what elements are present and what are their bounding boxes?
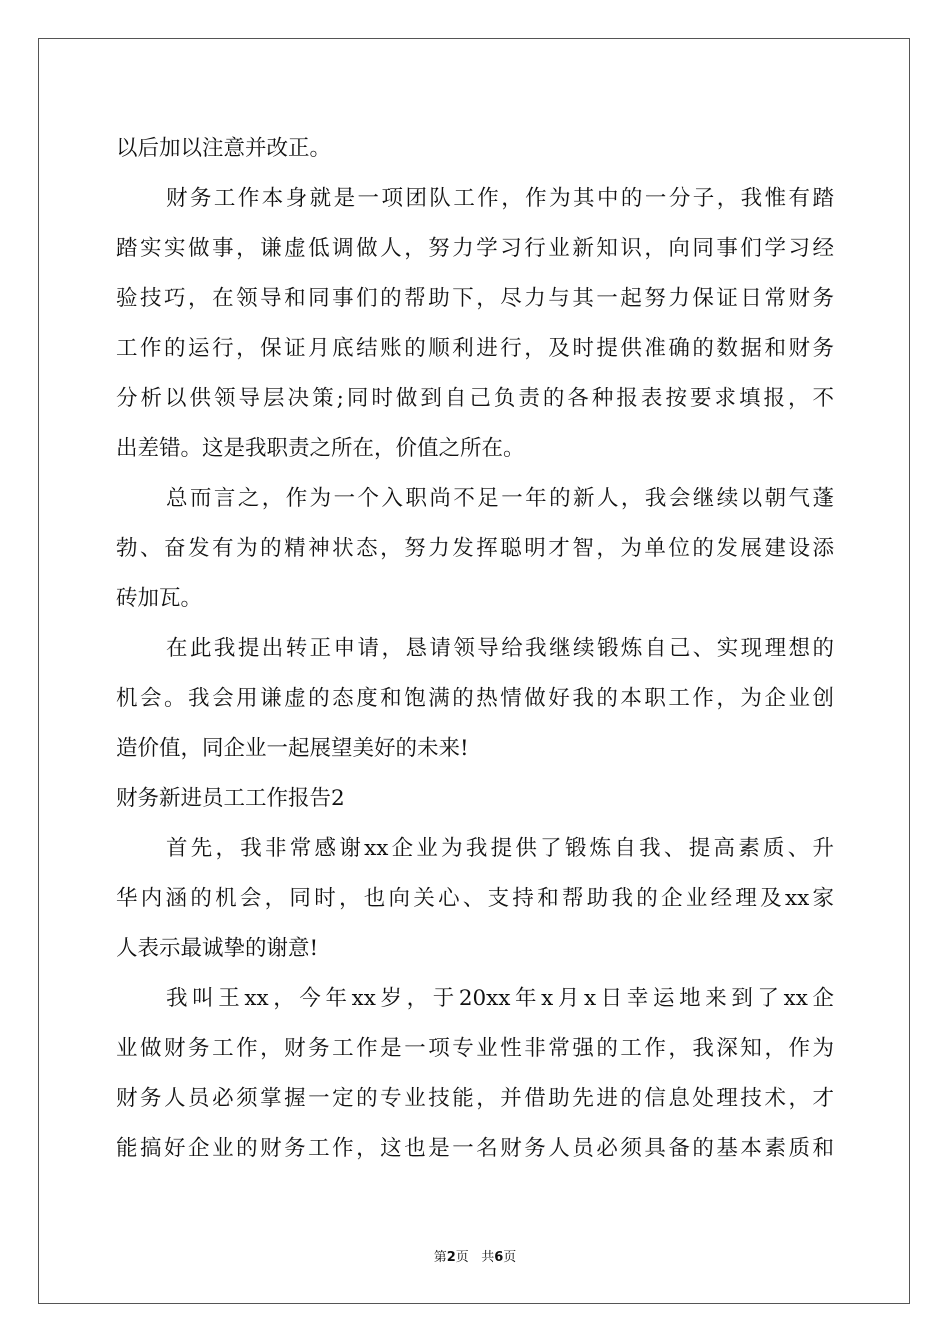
document-body [116,124,834,1174]
page-label-prefix: 第 [433,1250,447,1265]
paragraph-line: 能搞好企业的财务工作，这也是一名财务人员必须具备的基本素质和 [116,1136,834,1161]
paragraph-line: 分析以供领导层决策;同时做到自己负责的各种报表按要求填报，不 [116,386,834,411]
paragraph-line: 财务工作本身就是一项团队工作，作为其中的一分子，我惟有踏 [166,186,834,211]
paragraph [116,824,834,974]
paragraph-line: 勃、奋发有为的精神状态，努力发挥聪明才智，为单位的发展建设添 [116,536,834,561]
paragraph-line: 工作的运行，保证月底结账的顺利进行，及时提供准确的数据和财务 [116,336,834,361]
paragraph-line: 我叫王xx，今年xx岁，于20xx年x月x日幸运地来到了xx企 [166,986,834,1011]
paragraph-line: 业做财务工作，财务工作是一项专业性非常强的工作，我深知，作为 [116,1036,834,1061]
paragraph-line: 财务人员必须掌握一定的专业技能，并借助先进的信息处理技术，才 [116,1086,834,1111]
paragraph-line: 砖加瓦。 [116,586,203,611]
page-label-suffix: 页 [455,1250,469,1265]
paragraph-line: 首先，我非常感谢xx企业为我提供了锻炼自我、提高素质、升 [166,836,834,861]
paragraph-line: 华内涵的机会，同时，也向关心、支持和帮助我的企业经理及xx家 [116,886,834,911]
paragraph [116,474,834,624]
page-footer [0,1246,950,1265]
paragraph-line: 出差错。这是我职责之所在，价值之所在。 [116,436,525,461]
page-number: 2 [446,1250,456,1265]
paragraph [116,124,834,174]
paragraph-line: 以后加以注意并改正。 [116,136,332,161]
total-pages: 6 [494,1250,504,1265]
paragraph-line: 踏实实做事，谦虚低调做人，努力学习行业新知识，向同事们学习经 [116,236,834,261]
section-heading [116,774,834,824]
paragraph-line: 人表示最诚挚的谢意! [116,936,319,961]
paragraph [116,174,834,474]
total-label-prefix: 共 [481,1250,495,1265]
paragraph-line: 机会。我会用谦虚的态度和饱满的热情做好我的本职工作，为企业创 [116,686,834,711]
heading-text: 财务新进员工工作报告2 [116,786,345,811]
paragraph [116,624,834,774]
paragraph-line: 造价值，同企业一起展望美好的未来! [116,736,469,761]
paragraph [116,974,834,1174]
total-label-suffix: 页 [503,1250,517,1265]
paragraph-line: 验技巧，在领导和同事们的帮助下，尽力与其一起努力保证日常财务 [116,286,834,311]
paragraph-line: 总而言之，作为一个入职尚不足一年的新人，我会继续以朝气蓬 [166,486,834,511]
paragraph-line: 在此我提出转正申请，恳请领导给我继续锻炼自己、实现理想的 [166,636,834,661]
